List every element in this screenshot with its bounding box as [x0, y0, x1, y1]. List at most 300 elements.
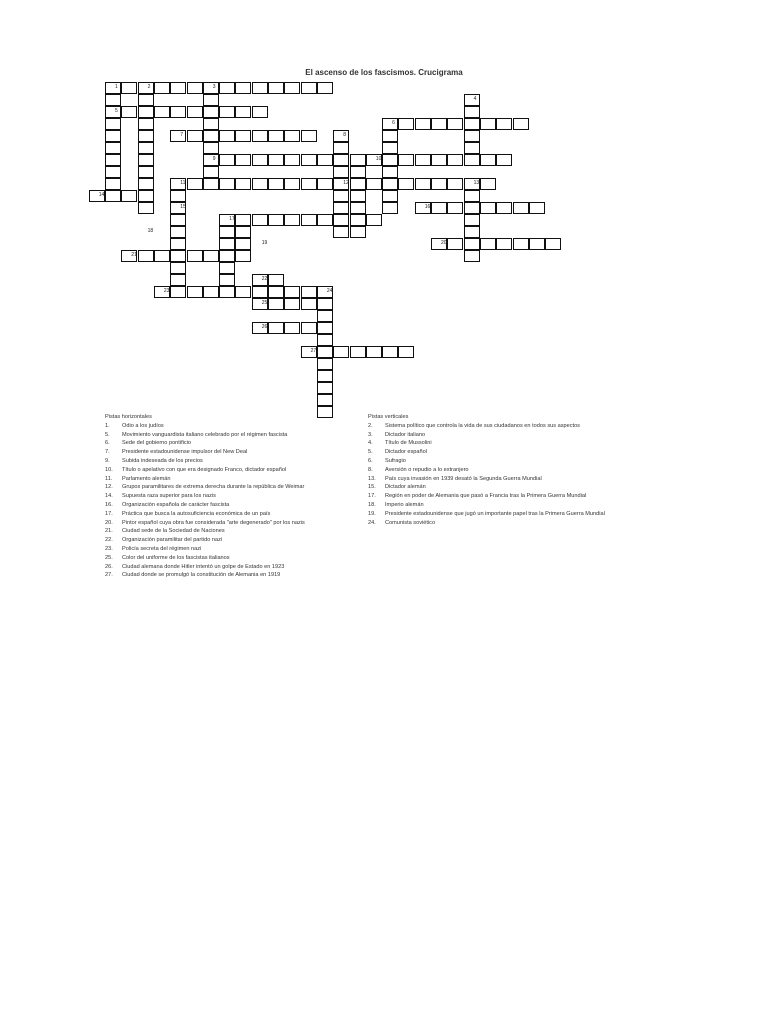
grid-cell[interactable] — [464, 154, 480, 166]
grid-cell[interactable] — [366, 178, 382, 190]
clue-item — [105, 457, 305, 466]
grid-cell[interactable] — [219, 286, 235, 298]
clue-text: Organización española de carácter fascista — [122, 501, 230, 508]
cell-number: 13 — [473, 180, 480, 186]
grid-cell[interactable] — [529, 238, 545, 250]
clue-item — [105, 545, 305, 554]
grid-cell[interactable] — [154, 82, 170, 94]
grid-cell[interactable] — [350, 214, 366, 226]
grid-cell[interactable] — [333, 154, 349, 166]
grid-cell[interactable] — [382, 118, 398, 130]
grid-cell[interactable] — [398, 154, 414, 166]
grid-cell[interactable] — [170, 250, 186, 262]
grid-cell[interactable] — [447, 178, 463, 190]
clue-text: Región en poder de Alemania que pasó a Francia tras la Primera Guerra Mundial — [385, 493, 587, 500]
grid-cell[interactable] — [203, 142, 219, 154]
clue-item — [105, 527, 305, 536]
grid-cell[interactable] — [415, 178, 431, 190]
grid-cell[interactable] — [187, 250, 203, 262]
grid-cell[interactable] — [301, 286, 317, 298]
grid-cell[interactable] — [219, 106, 235, 118]
grid-cell[interactable] — [284, 154, 300, 166]
grid-cell[interactable] — [333, 142, 349, 154]
grid-cell[interactable] — [219, 262, 235, 274]
grid-cell[interactable] — [317, 154, 333, 166]
clue-text: País cuya invasión en 1939 desató la Segunda Guerra Mundial — [385, 475, 542, 482]
clue-item — [368, 457, 605, 466]
grid-cell[interactable] — [252, 154, 268, 166]
grid-cell[interactable] — [317, 370, 333, 382]
grid-cell[interactable] — [268, 286, 284, 298]
clue-item — [368, 519, 605, 528]
grid-cell[interactable] — [464, 214, 480, 226]
clue-number: 22. — [105, 537, 113, 544]
cell-number: 24 — [326, 288, 333, 294]
grid-cell[interactable] — [496, 118, 512, 130]
grid-cell[interactable] — [105, 142, 121, 154]
grid-cell[interactable] — [138, 166, 154, 178]
clue-item — [105, 510, 305, 519]
grid-cell[interactable] — [398, 346, 414, 358]
grid-cell[interactable] — [284, 82, 300, 94]
grid-cell[interactable] — [350, 178, 366, 190]
grid-cell[interactable] — [138, 202, 154, 214]
grid-cell[interactable] — [203, 286, 219, 298]
grid-cell[interactable] — [464, 250, 480, 262]
horizontal-clues-heading: Pistas horizontales — [105, 414, 152, 420]
clue-text: Dictador italiano — [385, 431, 426, 438]
grid-cell[interactable] — [154, 106, 170, 118]
grid-cell[interactable] — [317, 406, 333, 418]
grid-cell[interactable] — [431, 118, 447, 130]
cell-number: 14 — [98, 192, 105, 198]
grid-cell[interactable] — [187, 178, 203, 190]
grid-cell[interactable] — [252, 130, 268, 142]
grid-cell[interactable] — [235, 130, 251, 142]
clue-number: 27. — [105, 572, 113, 579]
grid-cell[interactable] — [464, 190, 480, 202]
cell-number: 7 — [180, 132, 183, 138]
grid-cell[interactable] — [187, 106, 203, 118]
grid-cell[interactable] — [415, 154, 431, 166]
grid-cell[interactable] — [317, 310, 333, 322]
clue-item — [105, 422, 305, 431]
grid-cell[interactable] — [431, 154, 447, 166]
cell-number: 10 — [375, 156, 382, 162]
grid-cell[interactable] — [431, 178, 447, 190]
cell-number: 20 — [441, 240, 447, 246]
grid-cell[interactable] — [529, 202, 545, 214]
grid-cell[interactable] — [138, 130, 154, 142]
grid-cell[interactable] — [121, 190, 137, 202]
grid-cell[interactable] — [317, 382, 333, 394]
cell-number: 26 — [261, 324, 268, 330]
grid-cell[interactable] — [105, 118, 121, 130]
clue-text: Ciudad sede de la Sociedad de Naciones — [122, 528, 225, 535]
grid-cell[interactable] — [138, 154, 154, 166]
grid-cell[interactable] — [219, 178, 235, 190]
cell-number: 2 — [147, 84, 151, 90]
cell-number: 4 — [473, 96, 477, 102]
clue-number: 5. — [105, 431, 110, 438]
clue-number: 15. — [368, 484, 376, 491]
grid-cell[interactable] — [464, 202, 480, 214]
grid-cell[interactable] — [333, 130, 349, 142]
grid-cell[interactable] — [219, 154, 235, 166]
clue-item — [368, 439, 605, 448]
clue-item — [368, 448, 605, 457]
grid-cell[interactable] — [154, 250, 170, 262]
cell-number: 11 — [180, 180, 186, 186]
grid-cell[interactable] — [382, 178, 398, 190]
grid-cell[interactable] — [268, 82, 284, 94]
grid-cell[interactable] — [447, 118, 463, 130]
grid-cell[interactable] — [268, 154, 284, 166]
grid-cell[interactable] — [252, 286, 268, 298]
grid-cell[interactable] — [333, 166, 349, 178]
grid-cell[interactable] — [170, 82, 186, 94]
clue-text: Supuesta raza superior para los nazis — [122, 493, 216, 500]
grid-cell[interactable] — [480, 154, 496, 166]
grid-cell[interactable] — [268, 178, 284, 190]
grid-cell[interactable] — [203, 178, 219, 190]
clue-number: 1. — [105, 422, 110, 429]
grid-cell[interactable] — [447, 154, 463, 166]
grid-cell[interactable] — [301, 130, 317, 142]
grid-cell[interactable] — [121, 82, 137, 94]
grid-cell[interactable] — [382, 142, 398, 154]
grid-cell[interactable] — [203, 82, 219, 94]
cell-number: 23 — [163, 288, 170, 294]
cell-number: 8 — [343, 132, 346, 138]
grid-cell[interactable] — [317, 358, 333, 370]
grid-cell[interactable] — [284, 286, 300, 298]
grid-cell[interactable] — [382, 346, 398, 358]
clue-item — [105, 492, 305, 501]
clue-text: Policía secreta del régimen nazi — [122, 545, 202, 552]
cell-number: 22 — [261, 276, 268, 282]
grid-cell[interactable] — [105, 94, 121, 106]
grid-cell[interactable] — [284, 298, 300, 310]
grid-cell[interactable] — [317, 178, 333, 190]
grid-cell[interactable] — [219, 226, 235, 238]
grid-cell[interactable] — [480, 202, 496, 214]
grid-cell[interactable] — [464, 238, 480, 250]
grid-cell[interactable] — [301, 154, 317, 166]
grid-cell[interactable] — [513, 202, 529, 214]
grid-cell[interactable] — [252, 178, 268, 190]
clue-item — [368, 492, 605, 501]
grid-cell[interactable] — [284, 130, 300, 142]
grid-cell[interactable] — [317, 334, 333, 346]
grid-cell[interactable] — [235, 82, 251, 94]
clue-item — [368, 483, 605, 492]
grid-cell[interactable] — [187, 286, 203, 298]
grid-cell[interactable] — [480, 238, 496, 250]
clue-text: Sede del gobierno pontificio — [122, 440, 192, 447]
clue-text: Pintor español cuya obra fue considerada "arte degenerado" por los nazis — [122, 519, 305, 526]
clue-number: 18. — [368, 501, 376, 508]
cell-number: 19 — [261, 240, 268, 246]
grid-cell[interactable] — [219, 274, 235, 286]
grid-cell[interactable] — [138, 106, 154, 118]
grid-cell[interactable] — [350, 346, 366, 358]
grid-cell[interactable] — [203, 118, 219, 130]
grid-cell[interactable] — [235, 250, 251, 262]
clue-text: Grupos paramilitares de extrema derecha durante la república de Weimar — [122, 484, 305, 491]
clue-item — [105, 571, 305, 580]
grid-cell[interactable] — [105, 154, 121, 166]
grid-cell[interactable] — [219, 130, 235, 142]
grid-cell[interactable] — [301, 322, 317, 334]
grid-cell[interactable] — [252, 214, 268, 226]
grid-cell[interactable] — [350, 154, 366, 166]
grid-cell[interactable] — [203, 166, 219, 178]
clue-text: Parlamento alemán — [122, 475, 171, 482]
clue-number: 26. — [105, 563, 113, 570]
grid-cell[interactable] — [219, 238, 235, 250]
grid-cell[interactable] — [235, 214, 251, 226]
grid-cell[interactable] — [170, 286, 186, 298]
grid-cell[interactable] — [464, 118, 480, 130]
clue-number: 10. — [105, 466, 113, 473]
clue-number: 23. — [105, 545, 113, 552]
grid-cell[interactable] — [170, 130, 186, 142]
cell-number: 18 — [147, 228, 154, 234]
grid-cell[interactable] — [464, 130, 480, 142]
grid-cell[interactable] — [170, 106, 186, 118]
grid-cell[interactable] — [268, 130, 284, 142]
grid-cell[interactable] — [203, 250, 219, 262]
clue-item — [368, 475, 605, 484]
grid-cell[interactable] — [219, 82, 235, 94]
vertical-clues-list — [368, 422, 605, 528]
grid-cell[interactable] — [203, 154, 219, 166]
grid-cell[interactable] — [382, 190, 398, 202]
grid-cell[interactable] — [203, 106, 219, 118]
grid-cell[interactable] — [268, 298, 284, 310]
grid-cell[interactable] — [138, 190, 154, 202]
cell-number: 17 — [229, 216, 235, 222]
grid-cell[interactable] — [464, 142, 480, 154]
clue-text: Presidente estadounidense que jugó un importante papel tras la Primera Guerra Mundial — [385, 510, 605, 517]
clue-item — [368, 466, 605, 475]
clue-text: Organización paramilitar del partido nazi — [122, 537, 223, 544]
clue-text: Odio a los judíos — [122, 422, 164, 429]
grid-cell[interactable] — [333, 202, 349, 214]
grid-cell[interactable] — [284, 178, 300, 190]
grid-cell[interactable] — [398, 178, 414, 190]
clue-number: 14. — [105, 493, 113, 500]
grid-cell[interactable] — [496, 154, 512, 166]
grid-cell[interactable] — [366, 346, 382, 358]
grid-cell[interactable] — [170, 190, 186, 202]
grid-cell[interactable] — [203, 130, 219, 142]
clue-number: 24. — [368, 519, 376, 526]
grid-cell[interactable] — [480, 118, 496, 130]
clue-item — [105, 563, 305, 572]
clue-number: 12. — [105, 484, 113, 491]
clue-item — [105, 475, 305, 484]
grid-cell[interactable] — [301, 82, 317, 94]
grid-cell[interactable] — [382, 154, 398, 166]
cell-number: 21 — [131, 252, 137, 258]
clue-number: 6. — [105, 440, 110, 447]
grid-cell[interactable] — [496, 238, 512, 250]
clue-item — [105, 501, 305, 510]
clue-text: Aversión o repudio a lo extranjero — [385, 466, 469, 473]
grid-cell[interactable] — [333, 346, 349, 358]
clue-text: Ciudad donde se promulgó la constitución de Alemania en 1919 — [122, 572, 281, 579]
clue-text: Dictador español — [385, 449, 427, 456]
grid-cell[interactable] — [496, 202, 512, 214]
grid-cell[interactable] — [138, 178, 154, 190]
grid-cell[interactable] — [464, 106, 480, 118]
grid-cell[interactable] — [301, 178, 317, 190]
cell-number: 5 — [115, 108, 118, 114]
grid-cell[interactable] — [105, 178, 121, 190]
clue-number: 16. — [105, 501, 113, 508]
grid-cell[interactable] — [252, 106, 268, 118]
clue-item — [105, 519, 305, 528]
clue-number: 20. — [105, 519, 113, 526]
clue-item — [368, 422, 605, 431]
grid-cell[interactable] — [105, 82, 121, 94]
grid-cell[interactable] — [138, 250, 154, 262]
clue-number: 21. — [105, 528, 113, 535]
clue-text: Práctica que busca la autosuficiencia económica de un país — [122, 510, 271, 517]
grid-cell[interactable] — [284, 214, 300, 226]
grid-cell[interactable] — [235, 106, 251, 118]
grid-cell[interactable] — [317, 346, 333, 358]
clue-text: Imperio alemán — [385, 501, 424, 508]
clue-item — [368, 431, 605, 440]
grid-cell[interactable] — [382, 202, 398, 214]
clue-text: Comunista soviético — [385, 519, 436, 526]
grid-cell[interactable] — [187, 82, 203, 94]
grid-cell[interactable] — [138, 142, 154, 154]
grid-cell[interactable] — [170, 274, 186, 286]
clue-text: Ciudad alemana donde Hitler intentó un golpe de Estado en 1923 — [122, 563, 285, 570]
grid-cell[interactable] — [480, 178, 496, 190]
grid-cell[interactable] — [105, 106, 121, 118]
grid-cell[interactable] — [415, 118, 431, 130]
grid-cell[interactable] — [235, 178, 251, 190]
clue-number: 8. — [368, 466, 373, 473]
clue-item — [105, 439, 305, 448]
grid-cell[interactable] — [317, 214, 333, 226]
grid-cell[interactable] — [366, 214, 382, 226]
grid-cell[interactable] — [513, 238, 529, 250]
grid-cell[interactable] — [268, 214, 284, 226]
grid-cell[interactable] — [235, 154, 251, 166]
cell-number: 9 — [212, 156, 216, 162]
grid-cell[interactable] — [235, 226, 251, 238]
crossword-grid — [0, 0, 768, 420]
grid-cell[interactable] — [170, 214, 186, 226]
grid-cell[interactable] — [170, 238, 186, 250]
grid-cell[interactable] — [268, 322, 284, 334]
grid-cell[interactable] — [170, 226, 186, 238]
clue-number: 9. — [105, 457, 110, 464]
clue-item — [105, 466, 305, 475]
grid-cell[interactable] — [170, 262, 186, 274]
clue-number: 17. — [105, 510, 113, 517]
grid-cell[interactable] — [333, 190, 349, 202]
grid-cell[interactable] — [545, 238, 561, 250]
clue-text: Presidente estadounidense impulsor del New Deal — [122, 449, 248, 456]
clue-text: Sufragio — [385, 457, 406, 464]
grid-cell[interactable] — [350, 166, 366, 178]
grid-cell[interactable] — [317, 322, 333, 334]
grid-cell[interactable] — [317, 298, 333, 310]
clue-number: 13. — [368, 475, 376, 482]
clue-item — [105, 536, 305, 545]
vertical-clues — [368, 413, 605, 527]
grid-cell[interactable] — [398, 118, 414, 130]
vertical-clues-heading: Pistas verticales — [368, 414, 409, 420]
grid-cell[interactable] — [513, 118, 529, 130]
grid-cell[interactable] — [317, 82, 333, 94]
grid-cell[interactable] — [138, 82, 154, 94]
grid-cell[interactable] — [138, 118, 154, 130]
grid-cell[interactable] — [447, 238, 463, 250]
grid-cell[interactable] — [317, 394, 333, 406]
clue-text: Movimiento vanguardista italiano celebrado por el régimen fascista — [122, 431, 288, 438]
grid-cell[interactable] — [268, 274, 284, 286]
grid-cell[interactable] — [105, 166, 121, 178]
grid-cell[interactable] — [382, 130, 398, 142]
clue-text: Subida indeseada de los precios — [122, 457, 203, 464]
grid-cell[interactable] — [187, 130, 203, 142]
grid-cell[interactable] — [464, 94, 480, 106]
cell-number: 16 — [424, 204, 431, 210]
grid-cell[interactable] — [301, 214, 317, 226]
grid-cell[interactable] — [350, 190, 366, 202]
grid-cell[interactable] — [284, 322, 300, 334]
clue-number: 5. — [368, 449, 373, 456]
clue-number: 11. — [105, 475, 113, 482]
grid-cell[interactable] — [203, 94, 219, 106]
grid-cell[interactable] — [350, 202, 366, 214]
clue-number: 2. — [368, 422, 373, 429]
grid-cell[interactable] — [431, 202, 447, 214]
clue-number: 3. — [368, 431, 373, 438]
grid-cell[interactable] — [138, 94, 154, 106]
grid-cell[interactable] — [235, 286, 251, 298]
grid-cell[interactable] — [219, 250, 235, 262]
grid-cell[interactable] — [105, 190, 121, 202]
cell-number: 25 — [261, 300, 268, 306]
grid-cell[interactable] — [235, 238, 251, 250]
clue-item — [105, 554, 305, 563]
grid-cell[interactable] — [105, 130, 121, 142]
grid-cell[interactable] — [252, 82, 268, 94]
grid-cell[interactable] — [301, 298, 317, 310]
clue-item — [368, 501, 605, 510]
cell-number: 12 — [343, 180, 349, 186]
grid-cell[interactable] — [121, 106, 137, 118]
grid-cell[interactable] — [333, 214, 349, 226]
grid-cell[interactable] — [464, 226, 480, 238]
horizontal-clues — [105, 413, 305, 580]
grid-cell[interactable] — [447, 202, 463, 214]
grid-cell[interactable] — [382, 166, 398, 178]
grid-cell[interactable] — [350, 226, 366, 238]
clue-item — [105, 448, 305, 457]
grid-cell[interactable] — [333, 226, 349, 238]
clue-number: 25. — [105, 554, 113, 561]
